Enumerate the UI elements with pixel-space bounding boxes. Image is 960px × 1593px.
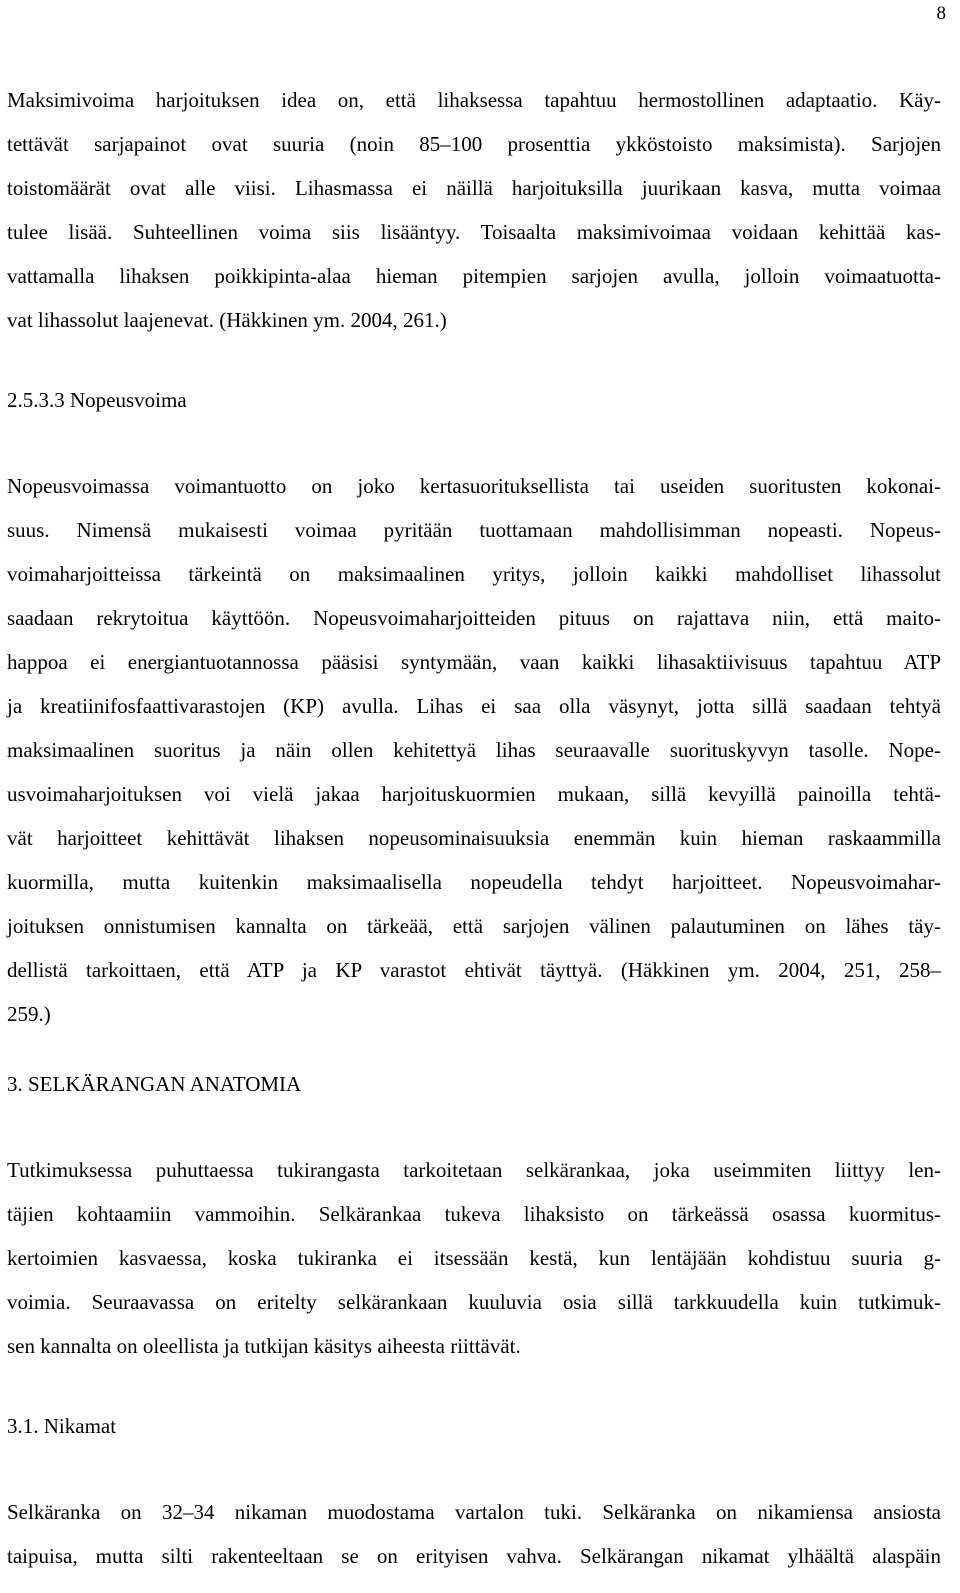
paragraph-maksimivoima — [7, 78, 941, 342]
text-line: taipuisa, mutta silti rakenteeltaan se on erityisen vahva. Selkärangan nikamat ylhäältä alaspäin — [7, 1544, 941, 1568]
text-line: ja kreatiinifosfaattivarastojen (KP) avulla. Lihas ei saa olla väsynyt, jotta sillä saadaan tehtyä — [7, 694, 941, 718]
text-line: vät harjoitteet kehittävät lihaksen nopeusominaisuuksia enemmän kuin hieman raskaammilla — [7, 826, 941, 850]
text-line: vat lihassolut laajenevat. (Häkkinen ym. 2004, 261.) — [7, 308, 447, 332]
text-line: happoa ei energiantuotannossa pääsisi syntymään, vaan kaikki lihasaktiivisuus tapahtuu ATP — [7, 650, 941, 674]
text-line: voimaharjoitteissa tärkeintä on maksimaalinen yritys, jolloin kaikki mahdolliset lihassolut — [7, 562, 941, 586]
text-line: Selkäranka on 32–34 nikaman muodostama vartalon tuki. Selkäranka on nikamiensa ansiosta — [7, 1500, 941, 1524]
text-line: tulee lisää. Suhteellinen voima siis lisääntyy. Toisaalta maksimivoimaa voidaan kehittää kas- — [7, 220, 941, 244]
text-line: tettävät sarjapainot ovat suuria (noin 85–100 prosenttia ykköstoisto maksimista). Sarjojen — [7, 132, 941, 156]
text-line: saadaan rekrytoitua käyttöön. Nopeusvoimaharjoitteiden pituus on rajattava niin, että maito- — [7, 606, 941, 630]
heading-selkarangan-anatomia: 3. SELKÄRANGAN ANATOMIA — [7, 1072, 302, 1096]
text-line: dellistä tarkoittaen, että ATP ja KP varastot ehtivät täyttyä. (Häkkinen ym. 2004, 251, 258– — [7, 958, 941, 982]
paragraph-nikamat — [7, 1490, 941, 1578]
paragraph-nopeusvoima — [7, 464, 941, 1036]
text-line: Nopeusvoimassa voimantuotto on joko kertasuorituksellista tai useiden suoritusten kokonai- — [7, 474, 941, 498]
text-line: 259.) — [7, 1002, 51, 1026]
heading-nikamat: 3.1. Nikamat — [7, 1414, 117, 1438]
text-line: suus. Nimensä mukaisesti voimaa pyritään tuottamaan mahdollisimman nopeasti. Nopeus- — [7, 518, 941, 542]
heading-nopeusvoima: 2.5.3.3 Nopeusvoima — [7, 388, 187, 412]
page-number: 8 — [936, 3, 946, 24]
text-line: sen kannalta on oleellista ja tutkijan käsitys aiheesta riittävät. — [7, 1334, 521, 1358]
text-line: kertoimien kasvaessa, koska tukiranka ei itsessään kestä, kun lentäjään kohdistuu suuria g- — [7, 1246, 941, 1270]
text-line: joituksen onnistumisen kannalta on tärkeää, että sarjojen välinen palautuminen on lähes täy- — [7, 914, 941, 938]
text-line: täjien kohtaamiin vammoihin. Selkärankaa tukeva lihaksisto on tärkeässä osassa kuormitus- — [7, 1202, 941, 1226]
text-line: Tutkimuksessa puhuttaessa tukirangasta tarkoitetaan selkärankaa, joka useimmiten liittyy len- — [7, 1158, 941, 1182]
text-line: voimia. Seuraavassa on eritelty selkärankaan kuuluvia osia sillä tarkkuudella kuin tutkimuk- — [7, 1290, 941, 1314]
text-line: kuormilla, mutta kuitenkin maksimaalisella nopeudella tehdyt harjoitteet. Nopeusvoimahar- — [7, 870, 941, 894]
text-line: usvoimaharjoituksen voi vielä jakaa harjoituskuormien mukaan, sillä kevyillä painoilla tehtä- — [7, 782, 941, 806]
text-line: toistomäärät ovat alle viisi. Lihasmassa ei näillä harjoituksilla juurikaan kasva, mutta voimaa — [7, 176, 941, 200]
text-line: maksimaalinen suoritus ja näin ollen kehitettyä lihas seuraavalle suorituskyvyn tasolle. Nope- — [7, 738, 941, 762]
text-line: Maksimivoima harjoituksen idea on, että lihaksessa tapahtuu hermostollinen adaptaatio. Käy- — [7, 88, 941, 112]
paragraph-anatomia — [7, 1148, 941, 1368]
text-line: vattamalla lihaksen poikkipinta-alaa hieman pitempien sarjojen avulla, jolloin voimaatuotta- — [7, 264, 941, 288]
